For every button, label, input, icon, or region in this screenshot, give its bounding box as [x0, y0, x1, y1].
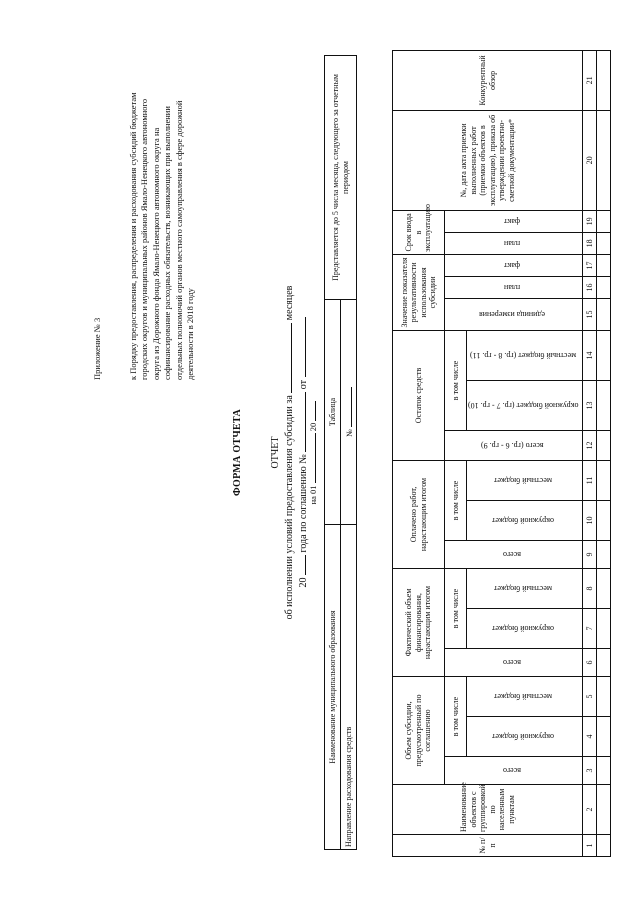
header-remaining-funds: Остаток средств	[393, 330, 445, 460]
indicator-fact: факт	[445, 254, 583, 276]
agreement-number-blank[interactable]	[296, 392, 306, 452]
rest-okrug: окружной бюджет (гр. 7 - гр. 10)	[467, 380, 583, 430]
table-row	[597, 50, 611, 856]
report-line-2-text: года по соглашению №	[298, 454, 309, 553]
meta-number-sign: №	[345, 429, 355, 437]
data-cell[interactable]	[597, 757, 611, 785]
paid-incl: в том числе	[445, 460, 467, 540]
paid-local: местный бюджет	[467, 460, 583, 500]
colnum-10: 10	[583, 501, 597, 541]
data-cell[interactable]	[597, 649, 611, 677]
rest-total: всего (гр. 6 - гр. 9)	[445, 430, 583, 460]
header-row-1	[393, 50, 445, 856]
header-indicator: Значение показателя результативности использования субсидии	[393, 254, 445, 330]
colnum-17: 17	[583, 254, 597, 276]
data-cell[interactable]	[597, 254, 611, 276]
appendix-block	[92, 80, 197, 380]
date-prefix: на 01	[308, 485, 318, 505]
data-cell[interactable]	[597, 785, 611, 835]
period-blank[interactable]	[282, 323, 292, 393]
data-cell[interactable]	[597, 330, 611, 380]
report-title: ОТЧЕТ	[270, 436, 281, 469]
actual-incl: в том числе	[445, 569, 467, 649]
paid-total: всего	[445, 541, 583, 569]
colnum-20: 20	[583, 110, 597, 210]
data-cell[interactable]	[597, 717, 611, 757]
data-cell[interactable]	[597, 460, 611, 500]
data-cell[interactable]	[597, 232, 611, 254]
header-paid-works: Оплачено работ, нарастающим итогом	[393, 460, 445, 568]
colnum-2: 2	[583, 785, 597, 835]
indicator-plan: план	[445, 276, 583, 298]
appendix-text: к Порядку предоставления, распределения и расходования субсидий бюджетам городских округов и муниципальных районов Ямало-Ненецкого автономного округа из Дорожного фонда Ямало-Ненецкого автономного округа на софинансирование расходных обязательств, возникающих при выполнении отдельных полномочий органов местного самоуправления в сфере дорожной деятельности в 2018 году	[127, 92, 195, 380]
main-table	[392, 50, 611, 857]
volume-incl: в том числе	[445, 677, 467, 757]
colnum-14: 14	[583, 330, 597, 380]
column-numbers-row	[583, 50, 597, 856]
paid-okrug: окружной бюджет	[467, 501, 583, 541]
rest-incl: в том числе	[445, 330, 467, 430]
rest-local: местный бюджет (гр. 8 - гр. 11)	[467, 330, 583, 380]
indicator-unit: единица измерения	[445, 298, 583, 330]
actual-local: местный бюджет	[467, 569, 583, 609]
date-month-blank[interactable]	[306, 433, 316, 483]
colnum-19: 19	[583, 210, 597, 232]
colnum-21: 21	[583, 50, 597, 110]
data-cell[interactable]	[597, 430, 611, 460]
data-cell[interactable]	[597, 298, 611, 330]
header-competitive-review: Конкурентный обзор	[393, 50, 583, 110]
data-cell[interactable]	[597, 110, 611, 210]
colnum-5: 5	[583, 677, 597, 717]
date-year: 20	[308, 422, 318, 432]
colnum-11: 11	[583, 460, 597, 500]
colnum-3: 3	[583, 757, 597, 785]
data-cell[interactable]	[597, 50, 611, 110]
data-cell[interactable]	[597, 677, 611, 717]
report-year-prefix: 20	[298, 577, 309, 588]
report-heading	[270, 0, 310, 905]
report-from: от	[298, 380, 309, 390]
meta-row-1	[325, 56, 341, 850]
meta-deadline: Представляется до 5 числа месяца, следующего за отчетным периодом	[325, 56, 357, 300]
term-plan: план	[445, 232, 583, 254]
colnum-4: 4	[583, 717, 597, 757]
volume-total: всего	[445, 757, 583, 785]
header-actual-financing: Фактический объем финансирования, нарастающим итогом	[393, 569, 445, 677]
colnum-12: 12	[583, 430, 597, 460]
meta-table-label: Таблица	[325, 300, 341, 525]
appendix-number: Приложение № 3	[92, 317, 102, 380]
header-np: № п/п	[393, 835, 583, 857]
report-line-1	[282, 0, 296, 905]
colnum-7: 7	[583, 609, 597, 649]
header-acceptance-act: №, дата акта приемки выполненных работ (приемки объектов в эксплуатацию), приказа об утверждении проектно-сметной документации*	[393, 110, 583, 210]
volume-local: местный бюджет	[467, 677, 583, 717]
data-cell[interactable]	[597, 609, 611, 649]
header-object-name: Наименование объектов с группировкой по населенным пунктам	[393, 785, 583, 835]
meta-direction-label: Направление расходования средств	[341, 525, 357, 850]
data-cell[interactable]	[597, 380, 611, 430]
report-line-1-text: об исполнении условий предоставления субсидии за	[284, 395, 295, 620]
actual-total: всего	[445, 649, 583, 677]
meta-municipality-label: Наименование муниципального образования	[325, 525, 341, 850]
header-subsidy-volume: Объем субсидии, предусмотренный по соглашению	[393, 677, 445, 785]
report-months: месяцев	[284, 285, 295, 321]
colnum-13: 13	[583, 380, 597, 430]
agreement-date-blank[interactable]	[296, 318, 306, 378]
form-title: ФОРМА ОТЧЕТА	[232, 408, 243, 497]
colnum-15: 15	[583, 298, 597, 330]
data-cell[interactable]	[597, 210, 611, 232]
colnum-8: 8	[583, 569, 597, 609]
actual-okrug: окружной бюджет	[467, 609, 583, 649]
data-cell[interactable]	[597, 501, 611, 541]
header-commissioning-term: Срок ввода в эксплуатацию	[393, 210, 445, 254]
term-fact: факт	[445, 210, 583, 232]
colnum-6: 6	[583, 649, 597, 677]
table-number-blank[interactable]	[342, 387, 352, 427]
data-cell[interactable]	[597, 541, 611, 569]
year-blank[interactable]	[296, 555, 306, 575]
colnum-16: 16	[583, 276, 597, 298]
meta-table-number	[341, 300, 357, 525]
volume-okrug: окружной бюджет	[467, 717, 583, 757]
meta-table	[324, 55, 357, 850]
colnum-18: 18	[583, 232, 597, 254]
colnum-1: 1	[583, 835, 597, 857]
colnum-9: 9	[583, 541, 597, 569]
data-cell[interactable]	[597, 276, 611, 298]
report-date-line	[306, 0, 318, 905]
date-year-blank[interactable]	[306, 401, 316, 421]
data-cell[interactable]	[597, 835, 611, 857]
data-cell[interactable]	[597, 569, 611, 609]
